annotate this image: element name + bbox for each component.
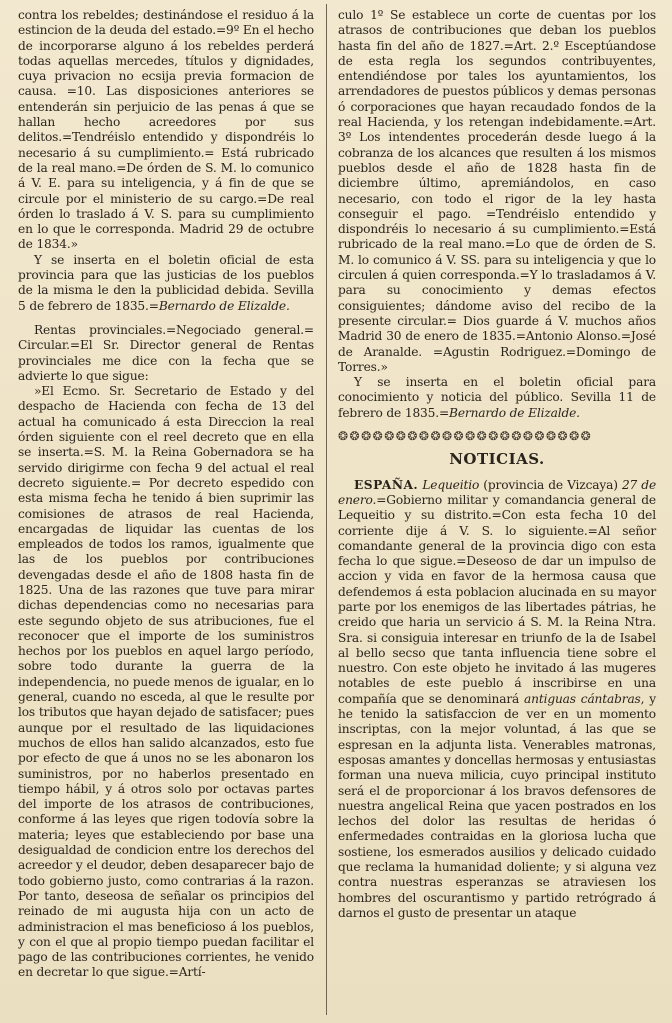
news-body-end: , y he tenido la satisfaccion de ver en un momento inscriptas, con la mejor voluntad, á las que se espresan en la adjunta lista. Venerables matronas, esposas amantes y doncellas hermosas y entusiastas forman una nueva milicia, cuyo principal instituto será el de proporcionar á los bravos defensores de nuestra angelical Reina que yacen postrados en los lechos del dolor las resultas de heridas ó enfermedades contraidas en la gloriosa lucha que sostiene, los esmerados ausilios y delicado cuidado que reclama la humanidad doliente; y si alguna vez contra nuestras esperanzas se atraviesen los hombres del oscurantismo y partido retrógrado á darnos el gusto de presentar un ataque bbox=[338, 691, 656, 920]
circular-body: »El Ecmo. Sr. Secretario de Estado y del despacho de Hacienda con fecha de 13 del actual ha comunicado á esta Direccion la real órden siguiente con el reel decreto que en ella se inserta.=S. M. la Reina Gobernadora se ha servido dirigirme con fecha 9 del actual el real decreto siguiente.= Por decreto espedido con esta misma fecha he tenido á bien suprimir las comisiones de atrasos de real Hacienda, encargadas de liquidar las cuentas de los empleados de todos los ramos, igualmente que las de los pueblos por contribuciones devengadas desde el año de 1808 hasta fin de 1825. Una de las razones que tuve para mirar dichas dependencias como no necesarias para este segundo objeto de sus atribuciones, fue el reconocer que el importe de los suministros hechos por los pueblos en aquel largo período, sobre todo durante la guerra de la independencia, no puede menos de igualar, en lo general, cuando no esceda, al que le resulte por los tributos que hayan dejado de satisfacer; pues aunque por el resultado de las liquidaciones muchos de ellos han salido alcanzados, esto fue por efecto de que á unos no se les abonaron los suministros, por no haberlos presentado en tiempo hábil, y á otros solo por octavas partes del importe de los atrasos de contribuciones, conforme á las leyes que rigen todovía sobre la materia; leyes que estableciendo por base una desigualdad de condicion entre los derechos del acreedor y el deudor, deben desaparecer bajo de todo gobierno justo, como contrarias á la razon. Por tanto, deseosa de señalar os principios del reinado de mi augusta hija con un acto de administracion el mas beneficioso á los pueblos, y con el que al propio tiempo puedan facilitar el pago de las contribuciones corrientes, he venido en decretar lo que sigue.=Artí- bbox=[18, 384, 314, 980]
decree-articles: culo 1º Se establece un corte de cuentas por los atrasos de contribuciones que deban los pueblos hasta fin del año de 1827.=Art. 2.º Esceptúandose de esta regla los segundos contribuyentes, entendiéndose por tales los ayuntamientos, los arrendadores de puestos públicos y demas personas ó corporaciones que hayan recaudado fondos de la real Hacienda, y los retengan indebidamente.=Art. 3º Los intendentes procederán desde luego á la cobranza de los alcances que resulten á los mismos pueblos desde el año de 1828 hasta fin de diciembre último, apremiándolos, en caso necesario, con todo el rigor de la ley hasta conseguir el pago. =Tendréislo entendido y dispondréis lo necesario á su cumplimiento.=Está rubricado de la real mano.=Lo que de órden de S. M. lo comunico á V. SS. para su inteligencia y que lo circulen á quien corresponda.=Y lo trasladamos á V. para su conocimiento y demas efectos consiguientes; dándome aviso del recibo de la presente circular.= Dios guarde á V. muchos años Madrid 30 de enero de 1835.=Antonio Alonso.=José de Aranalde. =Agustin Rodriguez.=Domingo de Torres.» bbox=[338, 8, 656, 374]
news-date: 27 de enero. bbox=[338, 477, 657, 507]
insertion-note bbox=[338, 375, 656, 421]
news-place: Lequeitio bbox=[422, 477, 480, 492]
section-title: NOTICIAS. bbox=[449, 450, 545, 469]
insertion-text: Y se inserta en el boletin oficial para conocimiento y noticia del público. Sevilla 11 de febrero de 1835.= bbox=[338, 375, 656, 420]
insertion-signature: Bernardo de Elizalde. bbox=[449, 405, 580, 420]
left-column bbox=[18, 8, 314, 1011]
insertion-signature: Bernardo de Elizalde. bbox=[158, 298, 290, 313]
news-item bbox=[338, 478, 656, 922]
news-body: =Gobierno militar y comandancia general de Lequeitio y su distrito.=Con esta fecha 10 del corriente dije á V. S. lo siguiente.=Al señor comandante general de la provincia digo con esta fecha lo que sigue.=Deseoso de dar un impulso de accion y vida en favor de la hermosa causa que defendemos á esta poblacion alucinada en su mayor parte por los enemigos de las libertades pátrias, he creido que haria un servicio á S. M. la Reina Ntra. Sra. si consiguia interesar en triunfo de la de Isabel al bello secso que tanta influencia tiene sobre el nuestro. Con este objeto he invitado á las mugeres notables de este pueblo á inscribirse en una compañía que se denominará bbox=[338, 492, 656, 706]
news-province: (provincia de Vizcaya) bbox=[479, 477, 622, 492]
insertion-note bbox=[18, 253, 314, 314]
ornamental-divider: ❂❂❂❂❂❂❂❂❂❂❂❂❂❂❂❂❂❂❂❂❂❂ bbox=[338, 429, 593, 444]
decree-continuation: contra los rebeldes; destinándose el residuo á la estincion de la deuda del estado.=9º En el hecho de incorporarse alguno á los rebeldes perderá todas aquellas mercedes, títulos y dignidades, cuya privacion no ecsija previa formacion de causa. =10. Las disposiciones anteriores se entenderán sin perjuicio de las penas á que se hallan hecho acreedores por sus delitos.=Tendréislo entendido y dispondréis lo necesario á su cumplimiento.= Está rubricado de la real mano.=De órden de S. M. lo comunico á V. E. para su inteligencia, y á fin de que se circule por el ministerio de su cargo.=De real órden lo traslado á V. S. para su cumplimiento en lo que le corresponda. Madrid 29 de octubre de 1834.» bbox=[18, 8, 314, 252]
right-column bbox=[338, 8, 656, 1011]
insertion-text: Y se inserta en el boletin oficial de esta provincia para que las justicias de los pueblos de la misma le den la publicidad debida. Sevilla 5 de febrero de 1835.= bbox=[18, 252, 314, 313]
circular-heading: Rentas provinciales.=Negociado general.= Circular.=El Sr. Director general de Rentas provinciales me dice con la fecha que se advierte lo que sigue: bbox=[18, 322, 314, 383]
news-country: ESPAÑA. bbox=[354, 477, 419, 492]
news-company-name: antiguas cántabras bbox=[524, 691, 641, 706]
paragraph-gap bbox=[18, 314, 314, 323]
column-divider bbox=[326, 4, 327, 1015]
